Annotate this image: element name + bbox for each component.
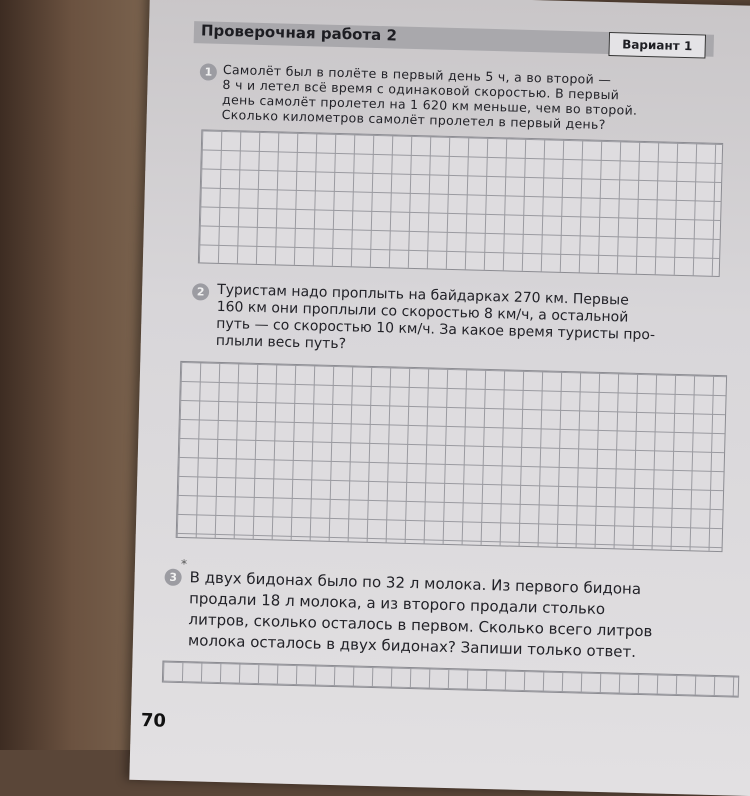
variant-box: Вариант 1 <box>608 32 706 59</box>
task-3-answer-cells[interactable] <box>162 661 739 698</box>
page-title: Проверочная работа 2 <box>200 21 398 45</box>
worksheet-page <box>129 0 750 796</box>
task-1-text: Самолёт был в полёте в первый день 5 ч, а во второй — 8 ч и летел всё время с одинаковой скоростью. В первый день самолёт пролетел на 1 620 км меньше, чем во второй. Сколько километров самолёт пролетел в первый день? <box>221 61 638 132</box>
task-2-number: 2 <box>192 283 209 300</box>
task-1-answer-grid[interactable] <box>198 129 723 277</box>
task-3-text: В двух бидонах было по 32 л молока. Из первого бидона продали 18 л молока, а из второго продали столько литров, сколько осталось в первом. Сколько всего литров молока осталось в двух бидонах? Запиши только ответ. <box>187 568 653 661</box>
page-number: 70 <box>140 710 167 732</box>
task-2-text: Туристам надо проплыть на байдарках 270 км. Первые 160 км они проплыли со скоростью 8 км/ч, а остальной путь — со скоростью 10 км/ч. За какое время туристы про- плыли весь путь? <box>215 281 656 353</box>
task-3-star-mark: * <box>180 557 188 572</box>
task-3-number: 3 <box>164 569 181 586</box>
task-1-number: 1 <box>200 63 217 80</box>
task-2-answer-grid[interactable] <box>176 361 727 552</box>
